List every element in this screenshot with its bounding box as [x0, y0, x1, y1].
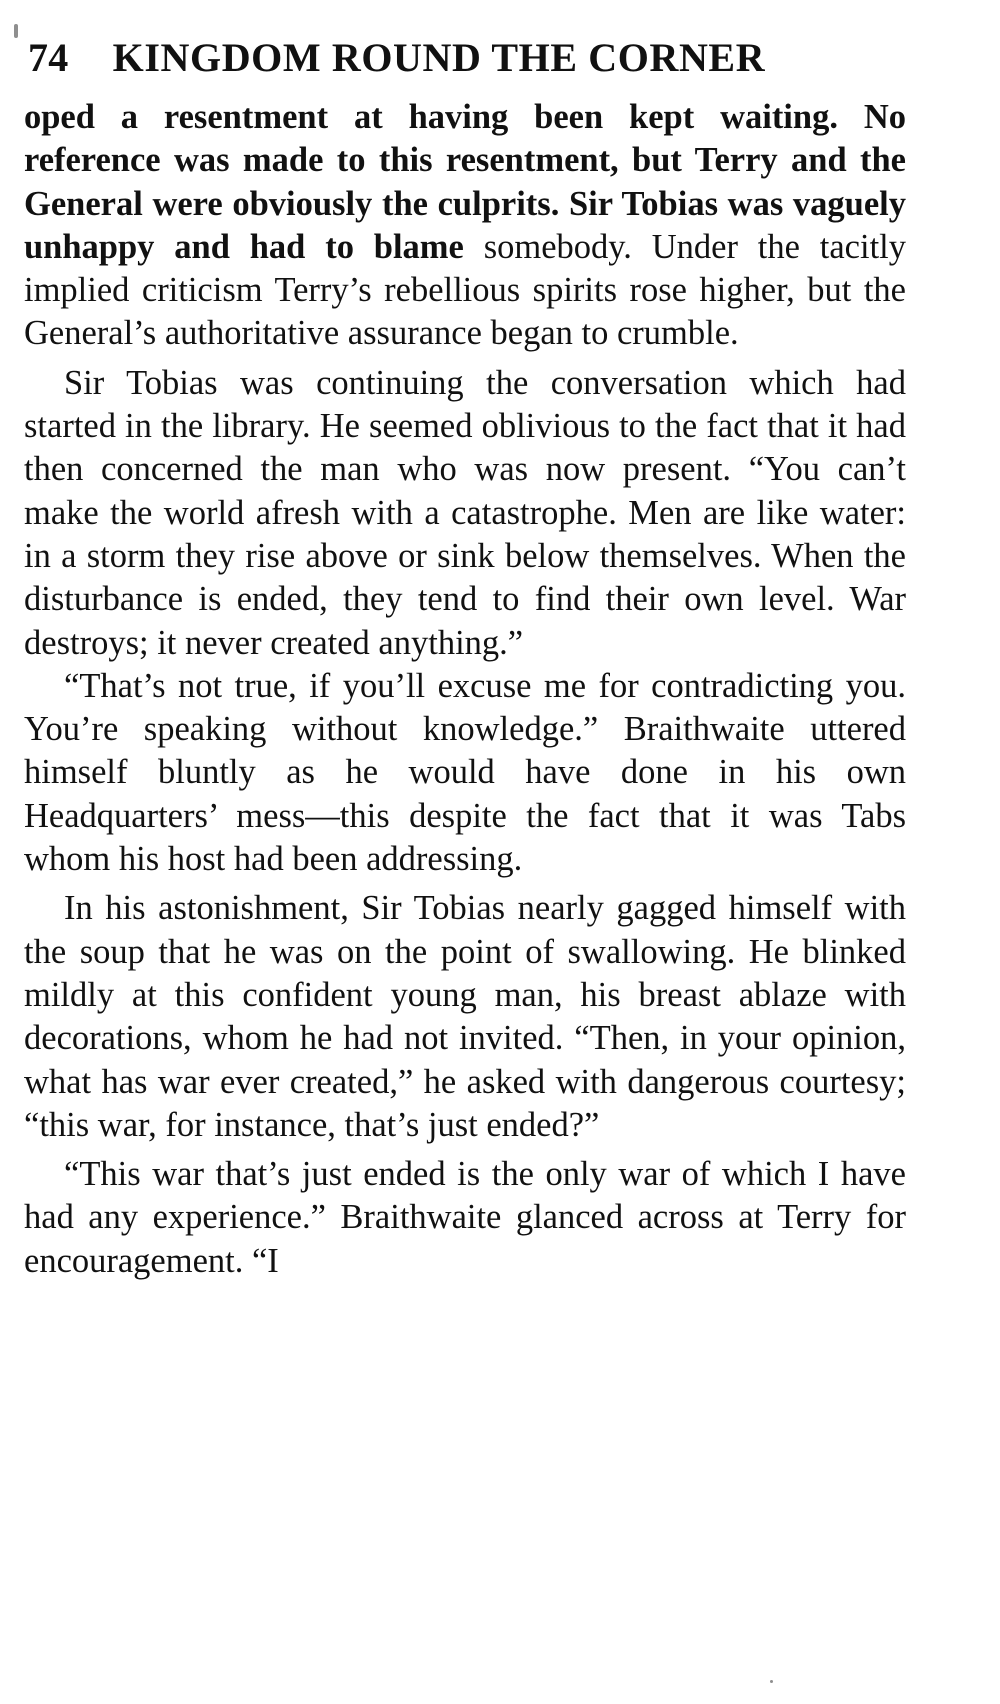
paragraph-2: Sir Tobias was continuing the conversation which had started in the library. He seemed oblivious to the fact that it had then concerned the man who was now present. “You can’t make the world afresh with a catastrophe. Men are like water: in a storm they rise above or sink below themselves. When the disturbance is ended, they tend to find their own level. War destroys; it never created anything.” — [24, 363, 906, 662]
running-title: KINGDOM ROUND THE CORNER — [112, 35, 766, 80]
scan-speck — [14, 24, 18, 38]
paragraph-1-bold-lead: oped a resentment at having been kept waiting. No reference was made to this resentment, but Terry and the General were obviously the culprits. Sir Tobias was vaguely unhappy and had to blame — [24, 98, 906, 266]
paragraph-5: “This war that’s just ended is the only war of which I have had any experience.” Braithwaite glanced across at Terry for encouragement. “I — [24, 1155, 906, 1280]
paragraph-3: “That’s not true, if you’ll excuse me for contradicting you. You’re speaking without knowledge.” Braithwaite uttered himself bluntly as he would have done in his own Headquarters’ mess—this despite the fact that it was Tabs whom his host had been addressing. — [24, 666, 906, 879]
body-text — [24, 96, 906, 1283]
paragraph-4: In his astonishment, Sir Tobias nearly gagged himself with the soup that he was on the point of swallowing. He blinked mildly at this confident young man, his breast ablaze with decorations, whom he had not invited. “Then, in your opinion, what has war ever created,” he asked with dangerous courtesy; “this war, for instance, that’s just ended?” — [24, 889, 906, 1144]
scan-speck — [770, 1680, 773, 1683]
paragraph-1-text: somebody. Under the tacitly implied criticism Terry’s rebellious spirits rose higher, but the General’s authoritative assurance began to crumble. — [24, 227, 906, 353]
page-number: 74 — [28, 35, 69, 80]
running-header — [28, 28, 888, 88]
paragraph-1 — [24, 96, 906, 356]
